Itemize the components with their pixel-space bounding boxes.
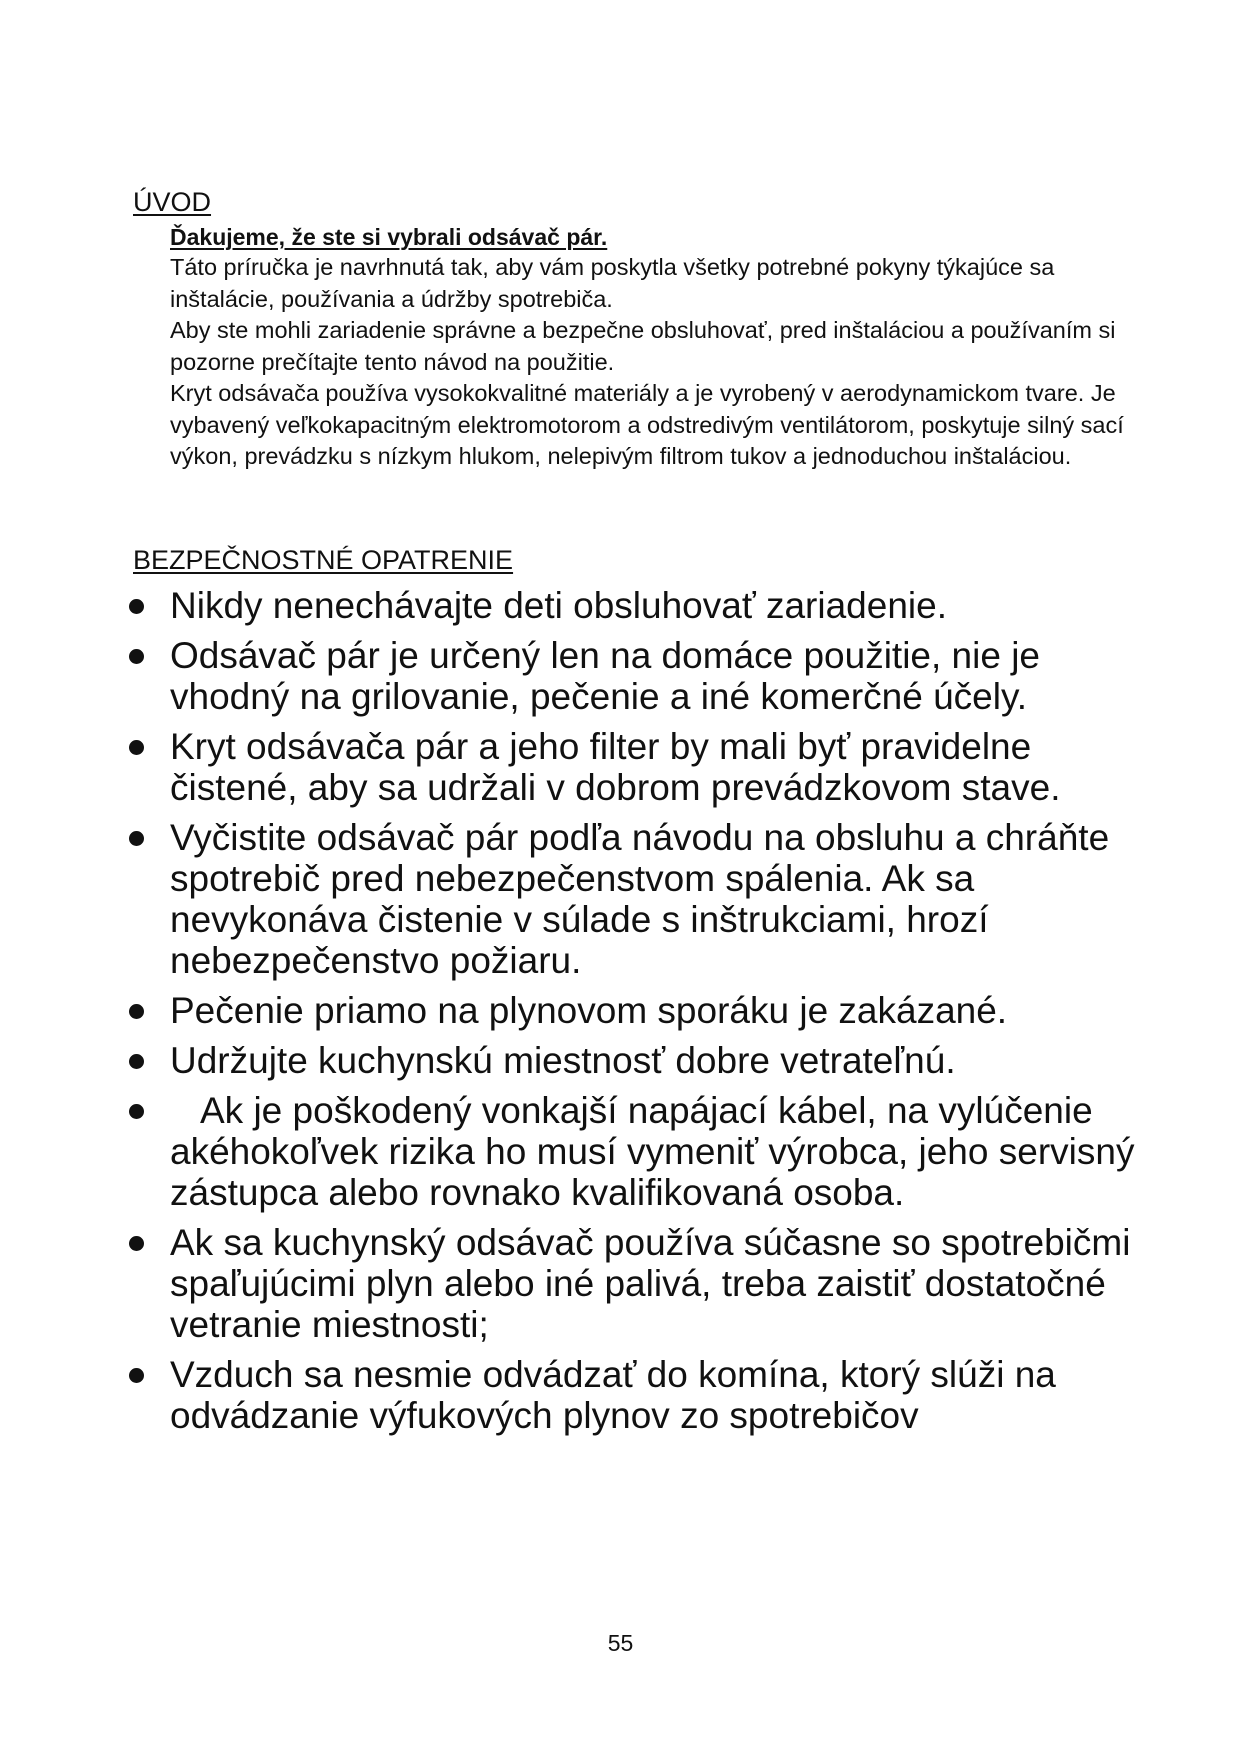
- bullet-icon: [129, 1236, 144, 1251]
- bullet-icon: [129, 649, 144, 664]
- safety-item: [125, 817, 1135, 981]
- intro-paragraph: Aby ste mohli zariadenie správne a bezpečne obsluhovať, pred inštaláciou a používaním si pozorne prečítajte tento návod na použitie.: [170, 317, 1116, 375]
- bullet-icon: [129, 1368, 144, 1383]
- bullet-icon: [129, 1004, 144, 1019]
- bullet-icon: [129, 1054, 144, 1069]
- bullet-icon: [129, 1104, 144, 1119]
- safety-item-text: Nikdy nenechávajte deti obsluhovať zariadenie.: [170, 585, 947, 626]
- intro-paragraph: Kryt odsávača používa vysokokvalitné materiály a je vyrobený v aerodynamickom tvare. Je vybavený veľkokapacitným elektromotorom a odstredivým ventilátorom, poskytuje silný sací výkon, prevádzku s nízkym hlukom, nelepivým filtrom tukov a jednoduchou inštaláciou.: [170, 380, 1124, 469]
- safety-item-text: Vyčistite odsávač pár podľa návodu na obsluhu a chráňte spotrebič pred nebezpečenstvom spálenia. Ak sa nevykonáva čistenie v súlade s inštrukciami, hrozí nebezpečenstvo požiaru.: [170, 817, 1110, 981]
- safety-list: [125, 585, 1135, 1445]
- safety-item-text: Vzduch sa nesmie odvádzať do komína, ktorý slúži na odvádzanie výfukových plynov zo spotrebičov: [170, 1354, 1056, 1436]
- safety-item: [125, 1354, 1135, 1436]
- bullet-icon: [129, 599, 144, 614]
- intro-section: [170, 222, 1130, 473]
- safety-item: [125, 635, 1135, 717]
- intro-subtitle: Ďakujeme, že ste si vybrali odsávač pár.: [170, 224, 608, 250]
- safety-item-text: Pečenie priamo na plynovom sporáku je zakázané.: [170, 990, 1008, 1031]
- safety-item: [125, 585, 1135, 626]
- safety-item: [125, 1040, 1135, 1081]
- safety-item-text: Odsávač pár je určený len na domáce použitie, nie je vhodný na grilovanie, pečenie a iné komerčné účely.: [170, 635, 1041, 717]
- page-number: 55: [607, 1630, 634, 1656]
- safety-item: [125, 990, 1135, 1031]
- safety-item-text: Ak je poškodený vonkajší napájací kábel, na vylúčenie akéhokoľvek rizika ho musí vymeniť výrobca, jeho servisný zástupca alebo rovnako kvalifikovaná osoba.: [170, 1090, 1135, 1213]
- safety-item: [125, 1090, 1135, 1213]
- safety-heading: BEZPEČNOSTNÉ OPATRENIE: [133, 545, 514, 575]
- safety-item-text: Udržujte kuchynskú miestnosť dobre vetrateľnú.: [170, 1040, 956, 1081]
- intro-heading: ÚVOD: [133, 187, 212, 217]
- safety-item: [125, 1222, 1135, 1345]
- bullet-icon: [129, 831, 144, 846]
- bullet-icon: [129, 740, 144, 755]
- intro-paragraph: Táto príručka je navrhnutá tak, aby vám poskytla všetky potrebné pokyny týkajúce sa inštalácie, používania a údržby spotrebiča.: [170, 254, 1055, 312]
- safety-item-text: Ak sa kuchynský odsávač používa súčasne so spotrebičmi spaľujúcimi plyn alebo iné palivá, treba zaistiť dostatočné vetranie miestnosti;: [170, 1222, 1131, 1345]
- safety-item: [125, 726, 1135, 808]
- safety-item-text: Kryt odsávača pár a jeho filter by mali byť pravidelne čistené, aby sa udržali v dobrom prevádzkovom stave.: [170, 726, 1061, 808]
